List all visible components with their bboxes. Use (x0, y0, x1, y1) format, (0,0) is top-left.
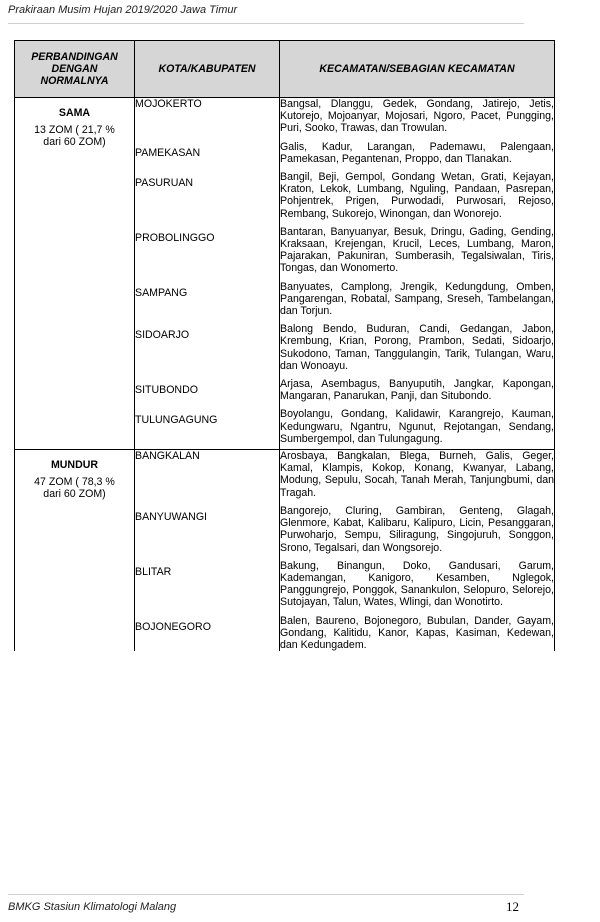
kota-name: BOJONEGORO (135, 620, 211, 633)
column-header-kecamatan: KECAMATAN/SEBAGIAN KECAMATAN (280, 41, 555, 98)
kecamatan-cell (280, 139, 555, 169)
kota-name: SAMPANG (135, 286, 188, 299)
kota-name: BANGKALAN (135, 450, 200, 463)
kota-cell (135, 224, 280, 279)
kecamatan-list: Banyuates, Camplong, Jrengik, Kedungdung, Omben, Pangarengan, Robatal, Sampang, Sreseh, Tambelangan, dan Torjun. (280, 280, 554, 318)
kecamatan-cell (280, 558, 555, 613)
kota-cell (135, 139, 280, 169)
kota-name: PAMEKASAN (135, 146, 201, 159)
kecamatan-cell (280, 279, 555, 322)
kecamatan-list: Arjasa, Asembagus, Banyuputih, Jangkar, Kapongan, Mangaran, Panarukan, Panji, dan Situbondo. (280, 378, 554, 403)
kecamatan-list: Bangsal, Dlanggu, Gedek, Gondang, Jatirejo, Jetis, Kutorejo, Mojoanyar, Mojosari, Ngoro, Pacet, Pungging, Puri, Sooko, Trawas, dan Trowulan. (280, 98, 554, 135)
table-header-row (15, 41, 555, 98)
column-header-comparison: PERBANDINGAN DENGAN NORMALNYA (15, 41, 135, 98)
kota-cell (135, 321, 280, 376)
kecamatan-list: Balong Bendo, Buduran, Candi, Gedangan, Jabon, Krembung, Krian, Porong, Prambon, Sedati, Sidoarjo, Sukodono, Taman, Tanggulangin, Tarik, Tulangan, Waru, dan Wonoayu. (280, 323, 554, 372)
header-rule (8, 23, 524, 24)
kecamatan-cell (280, 450, 555, 503)
running-header: Prakiraan Musim Hujan 2019/2020 Jawa Timur (8, 4, 238, 16)
category-label: SAMA (58, 107, 91, 119)
page-number: 12 (506, 899, 519, 914)
footer-rule (8, 894, 524, 895)
kecamatan-cell (280, 321, 555, 376)
table-row (15, 450, 555, 503)
category-cell (15, 98, 135, 450)
forecast-table (14, 40, 555, 651)
kecamatan-cell (280, 98, 555, 139)
kota-name: MOJOKERTO (135, 98, 202, 110)
kecamatan-list: Balen, Baureno, Bojonegoro, Bubulan, Dander, Gayam, Gondang, Kalitidu, Kanor, Kapas, Kasiman, Kedewan, dan Kedungadem. (280, 614, 554, 651)
kecamatan-cell (280, 376, 555, 406)
kota-name: PROBOLINGGO (135, 231, 215, 244)
kecamatan-cell (280, 503, 555, 558)
kecamatan-list: Bakung, Binangun, Doko, Gandusari, Garum, Kademangan, Kanigoro, Kesamben, Nglegok, Panggungrejo, Ponggok, Sanankulon, Selopuro, Selorejo, Sutojayan, Talun, Wates, Wlingi, dan Wonotirto. (280, 559, 554, 609)
kota-cell (135, 376, 280, 406)
kota-name: BLITAR (135, 565, 172, 578)
kecamatan-list: Galis, Kadur, Larangan, Pademawu, Palengaan, Pamekasan, Pegantenan, Proppo, dan Tlanakan. (280, 140, 554, 165)
kecamatan-cell (280, 224, 555, 279)
kota-name: SIDOARJO (135, 329, 190, 342)
kecamatan-cell (280, 613, 555, 652)
kota-name: PASURUAN (135, 177, 194, 190)
kecamatan-list: Bangil, Beji, Gempol, Gondang Wetan, Grati, Kejayan, Kraton, Lekok, Lumbang, Nguling, Pandaan, Pasrepan, Pohjentrek, Prigen, Purwodadi, Purwosari, Rejoso, Rembang, Sukorejo, Winongan, dan Wonorejo. (280, 171, 554, 220)
kota-name: SITUBONDO (135, 384, 198, 397)
category-label: MUNDUR (50, 459, 99, 472)
kota-cell (135, 558, 280, 613)
kota-name: BANYUWANGI (135, 510, 208, 523)
kecamatan-list: Bangorejo, Cluring, Gambiran, Genteng, Glagah, Glenmore, Kabat, Kalibaru, Kalipuro, Licin, Pesanggaran, Purwoharjo, Sempu, Siliragung, Singojuruh, Songgon, Srono, Tegalsari, dan Wongsorejo. (280, 504, 554, 554)
column-header-kota: KOTA/KABUPATEN (135, 41, 280, 98)
kota-cell (135, 450, 280, 503)
footer-text: BMKG Stasiun Klimatologi Malang (8, 901, 177, 913)
kota-cell (135, 279, 280, 322)
kota-cell (135, 406, 280, 449)
category-description: 47 ZOM ( 78,3 % dari 60 ZOM) (34, 476, 115, 501)
kota-cell (135, 169, 280, 224)
category-cell (15, 450, 135, 652)
category-description: 13 ZOM ( 21,7 % dari 60 ZOM) (34, 124, 115, 149)
table-row (15, 98, 555, 139)
kecamatan-list: Boyolangu, Gondang, Kalidawir, Karangrejo, Kauman, Kedungwaru, Ngantru, Ngunut, Rejotangan, Sendang, Sumbergempol, dan Tulungagung. (280, 408, 554, 445)
kota-name: TULUNGAGUNG (135, 414, 218, 427)
kecamatan-list: Arosbaya, Bangkalan, Blega, Burneh, Galis, Geger, Kamal, Klampis, Kokop, Konang, Kwanyar, Labang, Modung, Sepulu, Socah, Tanah Merah, Tanjungbumi, dan Tragah. (280, 450, 554, 499)
kecamatan-cell (280, 406, 555, 449)
kecamatan-cell (280, 169, 555, 224)
kecamatan-list: Bantaran, Banyuanyar, Besuk, Dringu, Gading, Gending, Kraksaan, Krejengan, Krucil, Leces, Lumbang, Maron, Pajarakan, Pakuniran, Sumberasih, Tegalsiwalan, Tiris, Tongas, dan Wonomerto. (280, 225, 554, 275)
kota-cell (135, 613, 280, 652)
table-body (15, 98, 555, 652)
kota-cell (135, 503, 280, 558)
kota-cell (135, 98, 280, 139)
